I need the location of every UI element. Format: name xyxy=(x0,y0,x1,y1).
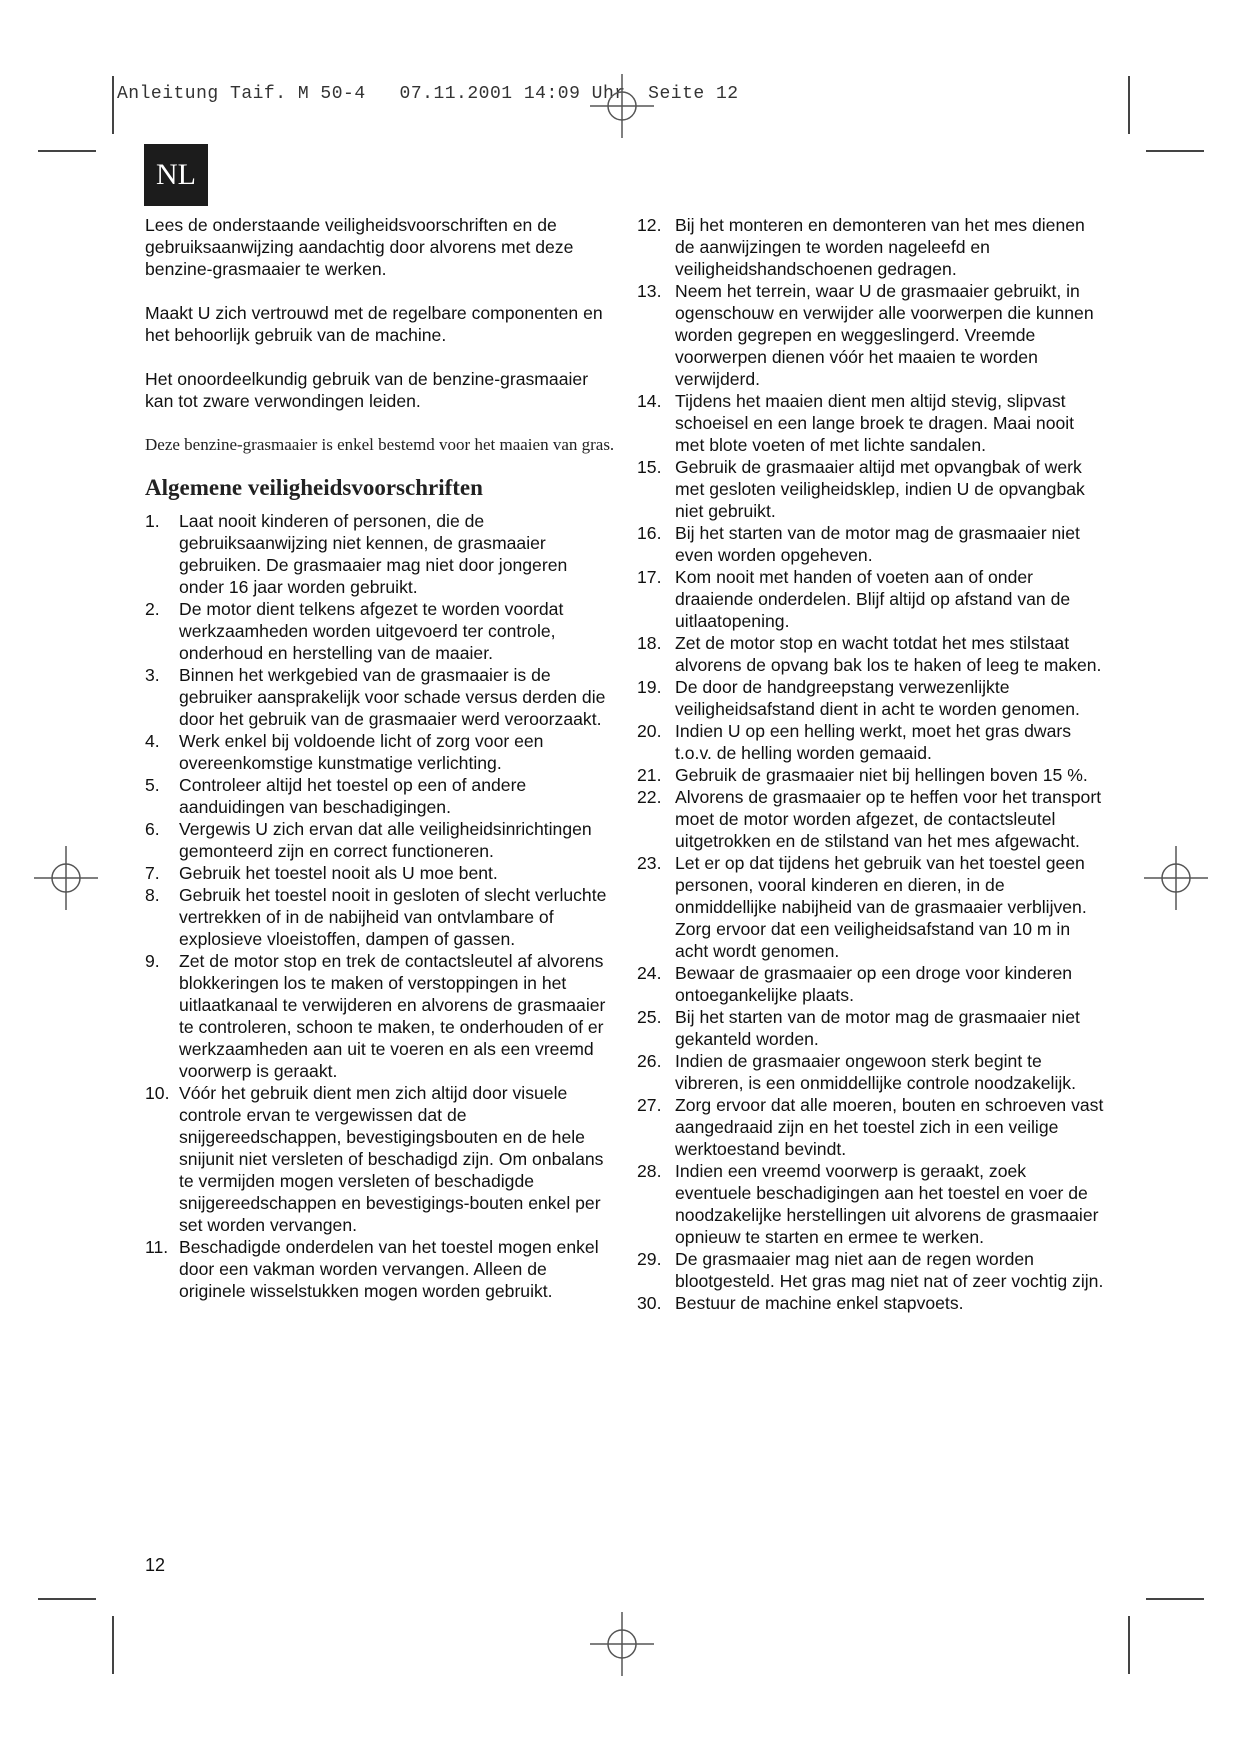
list-item-number: 4. xyxy=(145,731,160,751)
registration-mark-icon xyxy=(590,1612,654,1676)
list-item-text: Zet de motor stop en trek de contactsleutel af alvorens blokkeringen los te maken of verstoppingen in het uitlaatkanaal te verwijderen en alvorens de grasmaaier te controleren, schoon te maken, te onderhouden of er werkzaamheden aan uit te voeren en als een vreemd voorwerp is geraakt. xyxy=(179,951,606,1081)
list-item-text: Indien U op een helling werkt, moet het gras dwars t.o.v. de helling worden gemaaid. xyxy=(675,721,1072,763)
list-item-number: 30. xyxy=(637,1293,662,1313)
list-item-text: Vergewis U zich ervan dat alle veiligheidsinrichtingen gemonteerd zijn en correct functioneren. xyxy=(179,819,592,861)
crop-mark xyxy=(1146,1598,1204,1600)
registration-mark-icon xyxy=(1144,846,1208,910)
list-item-number: 9. xyxy=(145,951,160,971)
list-item-text: Tijdens het maaien dient men altijd stevig, slipvast schoeisel en een lange broek te dragen. Maai nooit met blote voeten of met lichte sandalen. xyxy=(675,391,1075,455)
list-item-number: 15. xyxy=(637,457,662,477)
right-column xyxy=(637,214,1107,1314)
list-item xyxy=(637,632,1107,676)
crop-mark xyxy=(112,1616,114,1674)
crop-mark xyxy=(1128,1616,1130,1674)
list-item-text: Laat nooit kinderen of personen, die de gebruiksaanwijzing niet kennen, de grasmaaier gebruiken. De grasmaaier mag niet door jongeren onder 16 jaar worden gebruikt. xyxy=(179,511,568,597)
list-item xyxy=(637,676,1107,720)
section-title: Algemene veiligheidsvoorschriften xyxy=(145,475,483,500)
list-item-number: 24. xyxy=(637,963,662,983)
list-item-number: 10. xyxy=(145,1083,170,1103)
list-item-text: Neem het terrein, waar U de grasmaaier gebruikt, in ogenschouw en verwijder alle voorwerpen die kunnen worden gegrepen en weggeslingerd. Vreemde voorwerpen dienen vóór het maaien te worden verwijderd. xyxy=(675,281,1094,389)
list-item-number: 20. xyxy=(637,721,662,741)
list-item xyxy=(637,1006,1107,1050)
left-column xyxy=(145,214,615,1302)
list-item-text: Bewaar de grasmaaier op een droge voor kinderen ontoegankelijke plaats. xyxy=(675,963,1073,1005)
list-item-text: Gebruik het toestel nooit als U moe bent. xyxy=(179,863,498,883)
list-item xyxy=(637,786,1107,852)
registration-mark-icon xyxy=(34,846,98,910)
crop-mark xyxy=(1146,150,1204,152)
registration-mark-icon xyxy=(590,74,654,138)
list-item-number: 14. xyxy=(637,391,662,411)
list-item xyxy=(637,1248,1107,1292)
list-item-text: De grasmaaier mag niet aan de regen worden blootgesteld. Het gras mag niet nat of zeer vochtig zijn. xyxy=(675,1249,1104,1291)
list-item-number: 28. xyxy=(637,1161,662,1181)
list-item-number: 11. xyxy=(145,1237,169,1257)
purpose-note: Deze benzine-grasmaaier is enkel bestemd voor het maaien van gras. xyxy=(145,435,615,454)
list-item xyxy=(637,852,1107,962)
safety-rules-list-left xyxy=(145,510,615,1302)
list-item-number: 19. xyxy=(637,677,662,697)
list-item-number: 7. xyxy=(145,863,160,883)
list-item-number: 6. xyxy=(145,819,160,839)
list-item-number: 5. xyxy=(145,775,160,795)
list-item-text: Let er op dat tijdens het gebruik van het toestel geen personen, vooral kinderen en dieren, in de onmiddellijke nabijheid van de grasmaaier verblijven. Zorg ervoor dat een veiligheidsafstand van 10 m in acht wordt genomen. xyxy=(675,853,1087,961)
list-item xyxy=(145,950,615,1082)
list-item-number: 25. xyxy=(637,1007,662,1027)
list-item xyxy=(145,818,615,862)
list-item-number: 21. xyxy=(637,765,662,785)
list-item xyxy=(637,522,1107,566)
list-item-number: 16. xyxy=(637,523,662,543)
safety-rules-list-right xyxy=(637,214,1107,1314)
list-item-text: De door de handgreepstang verwezenlijkte veiligheidsafstand dient in acht te worden genomen. xyxy=(675,677,1080,719)
list-item xyxy=(637,764,1107,786)
crop-mark xyxy=(112,76,114,134)
list-item-text: Vóór het gebruik dient men zich altijd door visuele controle ervan te vergewissen dat de snijgereedschappen, bevestigingsbouten en de hele snijunit niet versleten of beschadigd zijn. Om onbalans te vermijden mogen versleten of beschadigde snijgereedschappen en bevestigings-bouten enkel per set worden vervangen. xyxy=(179,1083,604,1235)
intro-paragraph: Maakt U zich vertrouwd met de regelbare componenten en het behoorlijk gebruik van de machine. xyxy=(145,303,603,345)
list-item-number: 2. xyxy=(145,599,160,619)
list-item xyxy=(637,1292,1107,1314)
list-item-text: Gebruik de grasmaaier altijd met opvangbak of werk met gesloten veiligheidsklep, indien U de opvangbak niet gebruikt. xyxy=(675,457,1085,521)
list-item xyxy=(637,280,1107,390)
list-item-text: Bij het starten van de motor mag de grasmaaier niet even worden opgeheven. xyxy=(675,523,1080,565)
intro-paragraph: Het onoordeelkundig gebruik van de benzine-grasmaaier kan tot zware verwondingen leiden. xyxy=(145,369,589,411)
list-item xyxy=(145,1082,615,1236)
list-item-text: Indien de grasmaaier ongewoon sterk begint te vibreren, is een onmiddellijke controle noodzakelijk. xyxy=(675,1051,1076,1093)
list-item-text: De motor dient telkens afgezet te worden voordat werkzaamheden worden uitgevoerd ter controle, onderhoud en herstelling van de maaier. xyxy=(179,599,564,663)
list-item-text: Gebruik het toestel nooit in gesloten of slecht verluchte vertrekken of in de nabijheid van ontvlambare of explosieve vloeistoffen, dampen of gassen. xyxy=(179,885,607,949)
list-item xyxy=(637,1050,1107,1094)
intro-paragraph: Lees de onderstaande veiligheidsvoorschriften en de gebruiksaanwijzing aandachtig door alvorens met deze benzine-grasmaaier te werken. xyxy=(145,215,574,279)
list-item xyxy=(145,884,615,950)
list-item xyxy=(637,456,1107,522)
list-item-text: Zet de motor stop en wacht totdat het mes stilstaat alvorens de opvang bak los te haken of leeg te maken. xyxy=(675,633,1102,675)
list-item-number: 17. xyxy=(637,567,662,587)
list-item-number: 29. xyxy=(637,1249,662,1269)
list-item xyxy=(145,1236,615,1302)
list-item xyxy=(637,566,1107,632)
list-item xyxy=(637,962,1107,1006)
list-item-text: Bij het starten van de motor mag de grasmaaier niet gekanteld worden. xyxy=(675,1007,1080,1049)
list-item xyxy=(145,510,615,598)
list-item-number: 12. xyxy=(637,215,662,235)
list-item-number: 22. xyxy=(637,787,662,807)
list-item xyxy=(145,730,615,774)
list-item-number: 23. xyxy=(637,853,662,873)
list-item-text: Werk enkel bij voldoende licht of zorg voor een overeenkomstige kunstmatige verlichting. xyxy=(179,731,544,773)
list-item xyxy=(145,598,615,664)
list-item-text: Bij het monteren en demonteren van het mes dienen de aanwijzingen te worden nageleefd en veiligheidshandschoenen gedragen. xyxy=(675,215,1085,279)
list-item-number: 1. xyxy=(145,511,160,531)
list-item xyxy=(637,1094,1107,1160)
list-item xyxy=(637,214,1107,280)
list-item xyxy=(145,862,615,884)
list-item-text: Zorg ervoor dat alle moeren, bouten en schroeven vast aangedraaid zijn en het toestel zich in een veilige werktoestand bevindt. xyxy=(675,1095,1104,1159)
crop-mark xyxy=(38,150,96,152)
list-item xyxy=(637,720,1107,764)
list-item-number: 3. xyxy=(145,665,160,685)
list-item xyxy=(145,664,615,730)
crop-mark xyxy=(1128,76,1130,134)
list-item-text: Kom nooit met handen of voeten aan of onder draaiende onderdelen. Blijf altijd op afstand van de uitlaatopening. xyxy=(675,567,1071,631)
list-item-text: Indien een vreemd voorwerp is geraakt, zoek eventuele beschadigingen aan het toestel en voer de noodzakelijke herstellingen uit alvorens de grasmaaier opnieuw te starten en ermee te werken. xyxy=(675,1161,1099,1247)
language-badge: NL xyxy=(144,144,208,206)
list-item-number: 18. xyxy=(637,633,662,653)
list-item-number: 27. xyxy=(637,1095,662,1115)
list-item-number: 8. xyxy=(145,885,160,905)
list-item-number: 26. xyxy=(637,1051,662,1071)
print-slug: Anleitung Taif. M 50-4 07.11.2001 14:09 Uhr Seite 12 xyxy=(117,84,739,104)
list-item xyxy=(637,1160,1107,1248)
list-item xyxy=(145,774,615,818)
list-item-text: Gebruik de grasmaaier niet bij hellingen boven 15 %. xyxy=(675,765,1088,785)
list-item-number: 13. xyxy=(637,281,662,301)
list-item-text: Alvorens de grasmaaier op te heffen voor het transport moet de motor worden afgezet, de contactsleutel uitgetrokken en de stilstand van het mes afgewacht. xyxy=(675,787,1102,851)
list-item-text: Bestuur de machine enkel stapvoets. xyxy=(675,1293,964,1313)
list-item-text: Binnen het werkgebied van de grasmaaier is de gebruiker aansprakelijk voor schade versus derden die door het gebruik van de grasmaaier werd veroorzaakt. xyxy=(179,665,606,729)
list-item-text: Beschadigde onderdelen van het toestel mogen enkel door een vakman worden vervangen. Alleen de originele wisselstukken mogen worden gebruikt. xyxy=(179,1237,599,1301)
list-item-text: Controleer altijd het toestel op een of andere aanduidingen van beschadigingen. xyxy=(179,775,527,817)
page-number: 12 xyxy=(145,1555,166,1575)
list-item xyxy=(637,390,1107,456)
crop-mark xyxy=(38,1598,96,1600)
